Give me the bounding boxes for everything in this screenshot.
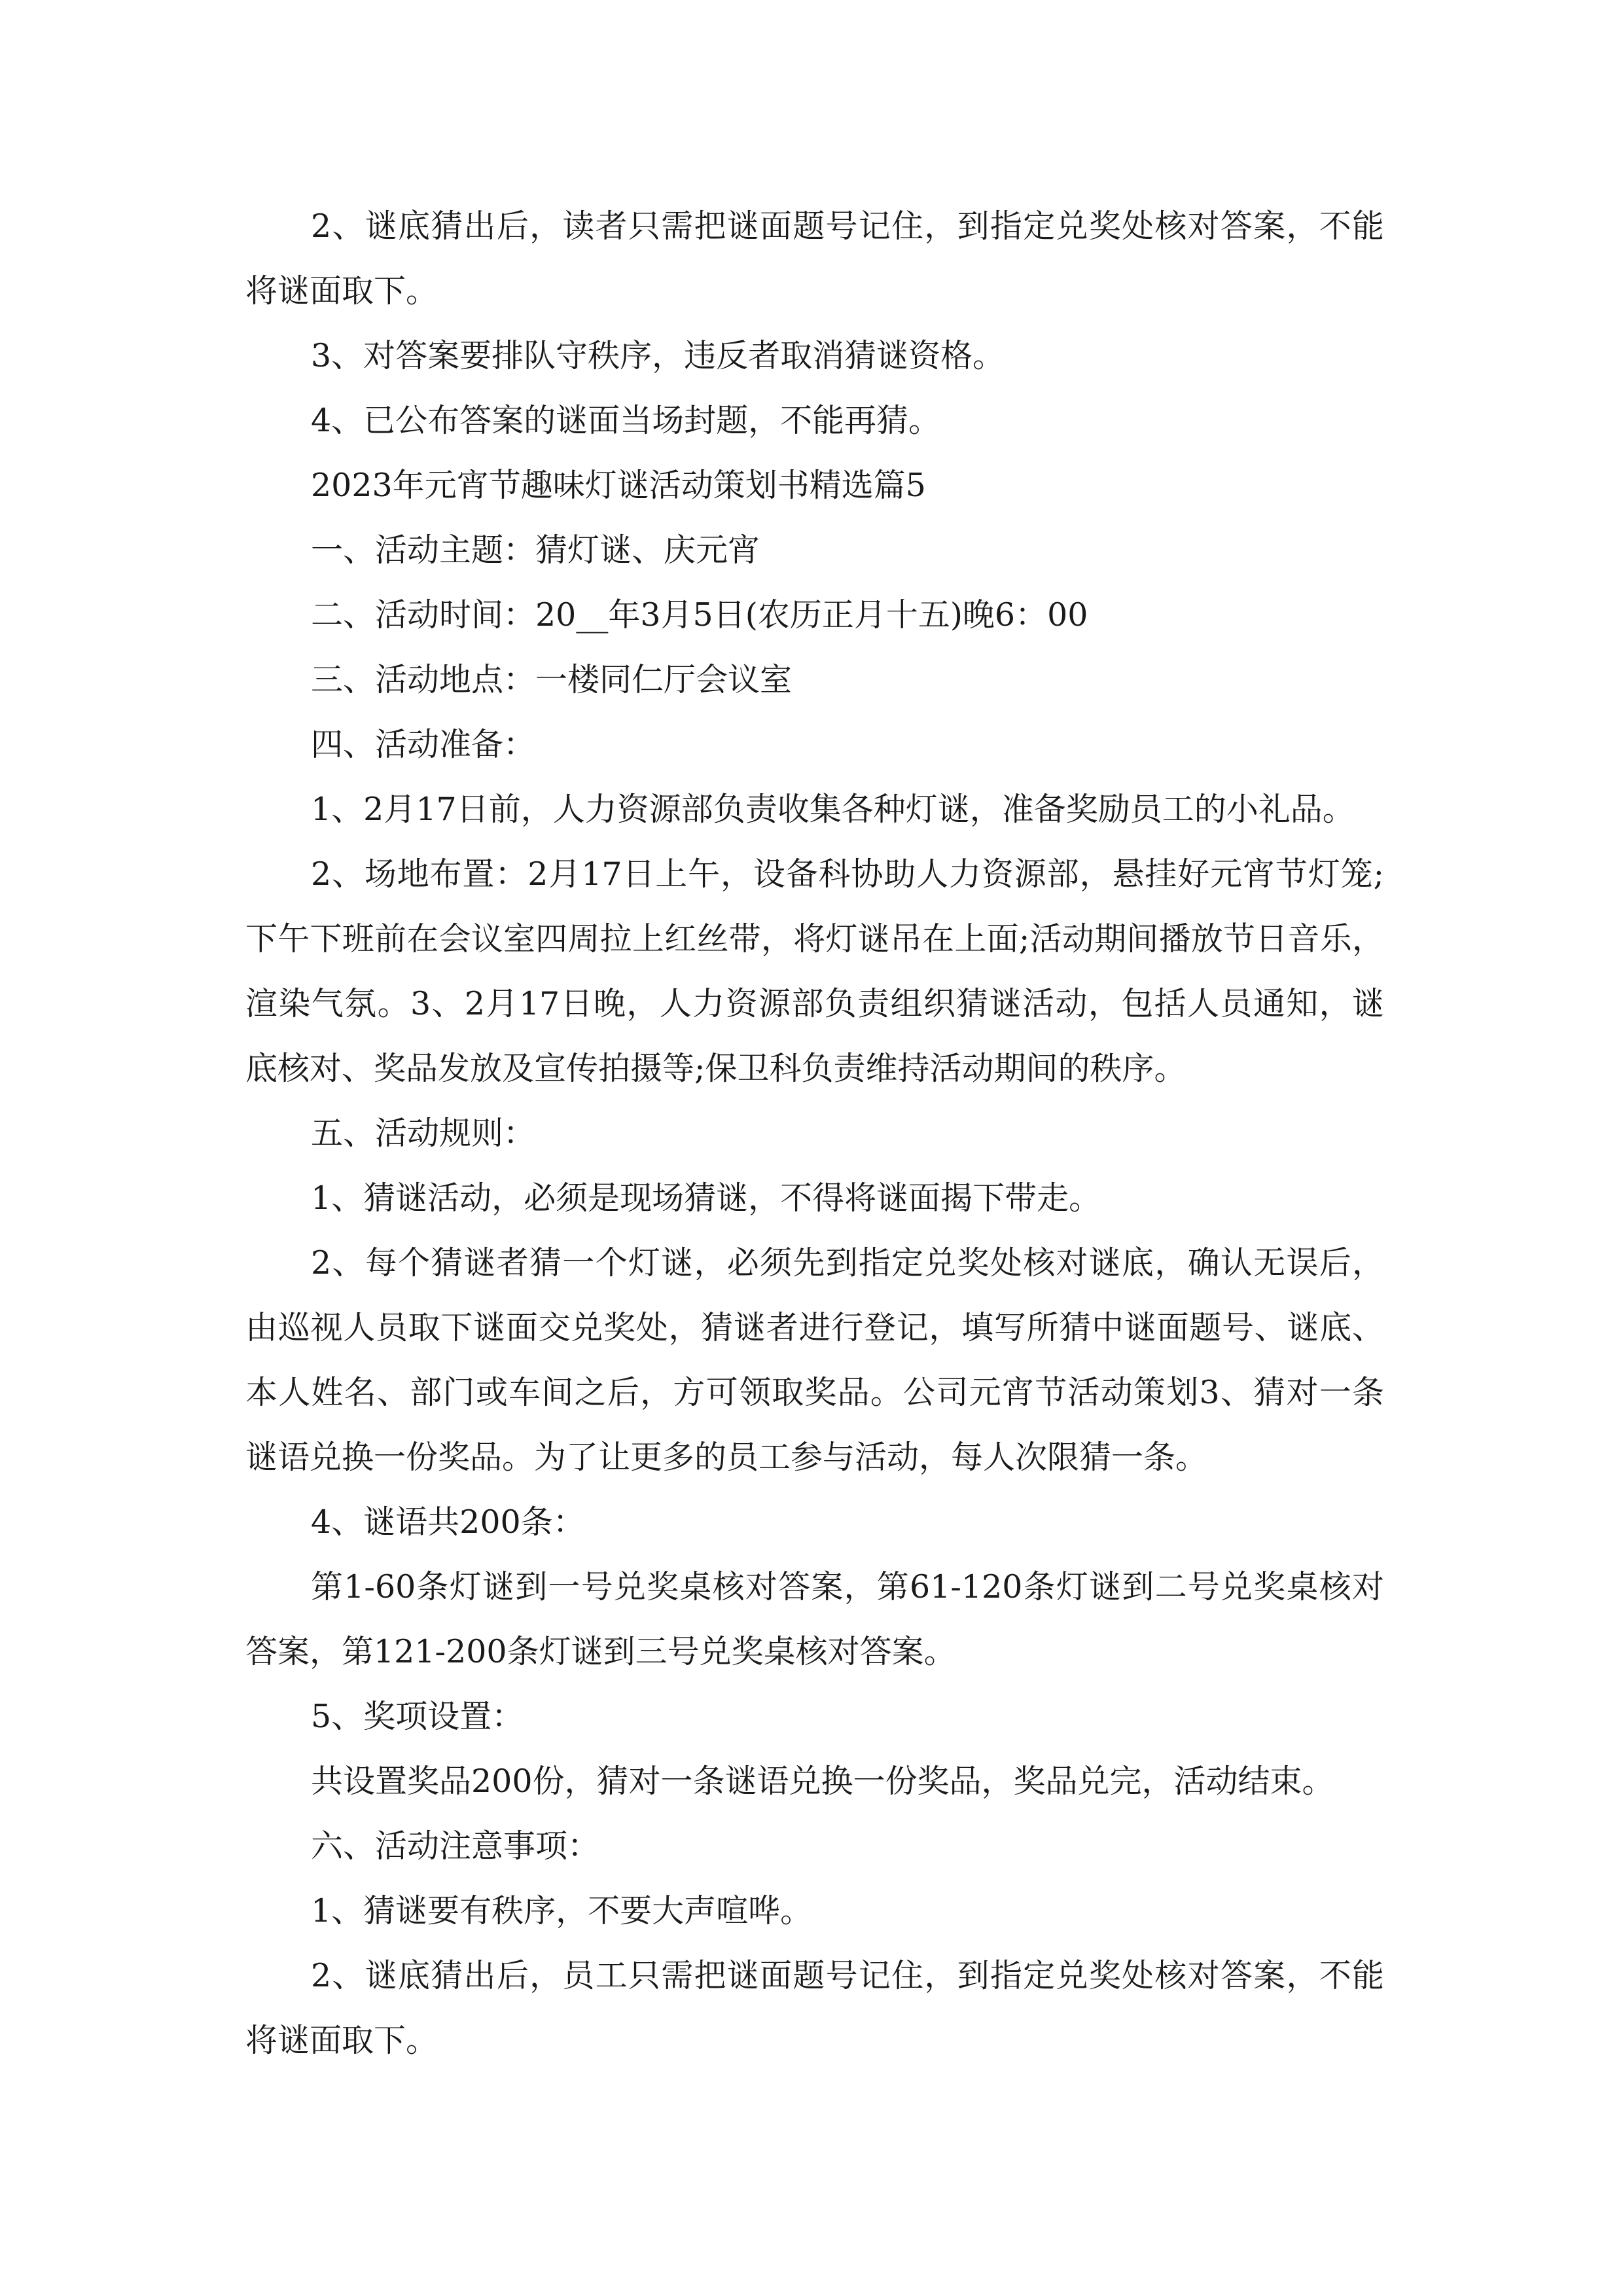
- preparation-item-2: 2、场地布置：2月17日上午，设备科协助人力资源部，悬挂好元宵节灯笼;下午下班前在会议室四周拉上红丝带，将灯谜吊在上面;活动期间播放节日音乐，渲染气氛。3、2月17日晚，人力资源部负责组织猜谜活动，包括人员通知，谜底核对、奖品发放及宣传拍摄等;保卫科负责维持活动期间的秩序。: [245, 855, 1384, 1087]
- preparation-heading: 四、活动准备：: [311, 726, 536, 763]
- prize-details: 共设置奖品200份，猜对一条谜语兑换一份奖品，奖品兑完，活动结束。: [311, 1763, 1334, 1800]
- notes-item-2: 2、谜底猜出后，员工只需把谜面题号记住，到指定兑奖处核对答案，不能将谜面取下。: [245, 1957, 1384, 2059]
- rules-item-2: 2、每个猜谜者猜一个灯谜，必须先到指定兑奖处核对谜底，确认无误后，由巡视人员取下谜面交兑奖处，猜谜者进行登记，填写所猜中谜面题号、谜底、本人姓名、部门或车间之后，方可领取奖品。公司元宵节活动策划3、猜对一条谜语兑换一份奖品。为了让更多的员工参与活动，每人次限猜一条。: [245, 1244, 1384, 1476]
- rules-heading: 五、活动规则：: [311, 1115, 536, 1152]
- activity-time: 二、活动时间：20__年3月5日(农历正月十五)晚6：00: [311, 596, 1088, 634]
- notes-item-1: 1、猜谜要有秩序，不要大声喧哗。: [311, 1892, 813, 1929]
- activity-theme: 一、活动主题：猜灯谜、庆元宵: [311, 531, 760, 569]
- paragraph-rule-2: 2、谜底猜出后，读者只需把谜面题号记住，到指定兑奖处核对答案，不能将谜面取下。: [245, 207, 1384, 310]
- notes-heading: 六、活动注意事项：: [311, 1827, 600, 1865]
- section-title: 2023年元宵节趣味灯谜活动策划书精选篇5: [311, 467, 926, 504]
- preparation-item-1: 1、2月17日前，人力资源部负责收集各种灯谜，准备奖励员工的小礼品。: [311, 791, 1355, 828]
- rules-item-4: 4、谜语共200条：: [311, 1503, 585, 1541]
- document-page: [245, 194, 1384, 2073]
- riddle-desk-assignment: 第1-60条灯谜到一号兑奖桌核对答案，第61-120条灯谜到二号兑奖桌核对答案，第121-200条灯谜到三号兑奖桌核对答案。: [245, 1568, 1384, 1670]
- activity-location: 三、活动地点：一楼同仁厅会议室: [311, 661, 793, 698]
- paragraph-rule-4: 4、已公布答案的谜面当场封题，不能再猜。: [311, 402, 941, 439]
- paragraph-rule-3: 3、对答案要排队守秩序，违反者取消猜谜资格。: [311, 337, 1005, 374]
- rules-item-1: 1、猜谜活动，必须是现场猜谜，不得将谜面揭下带走。: [311, 1179, 1101, 1217]
- prize-heading: 5、奖项设置：: [311, 1698, 524, 1735]
